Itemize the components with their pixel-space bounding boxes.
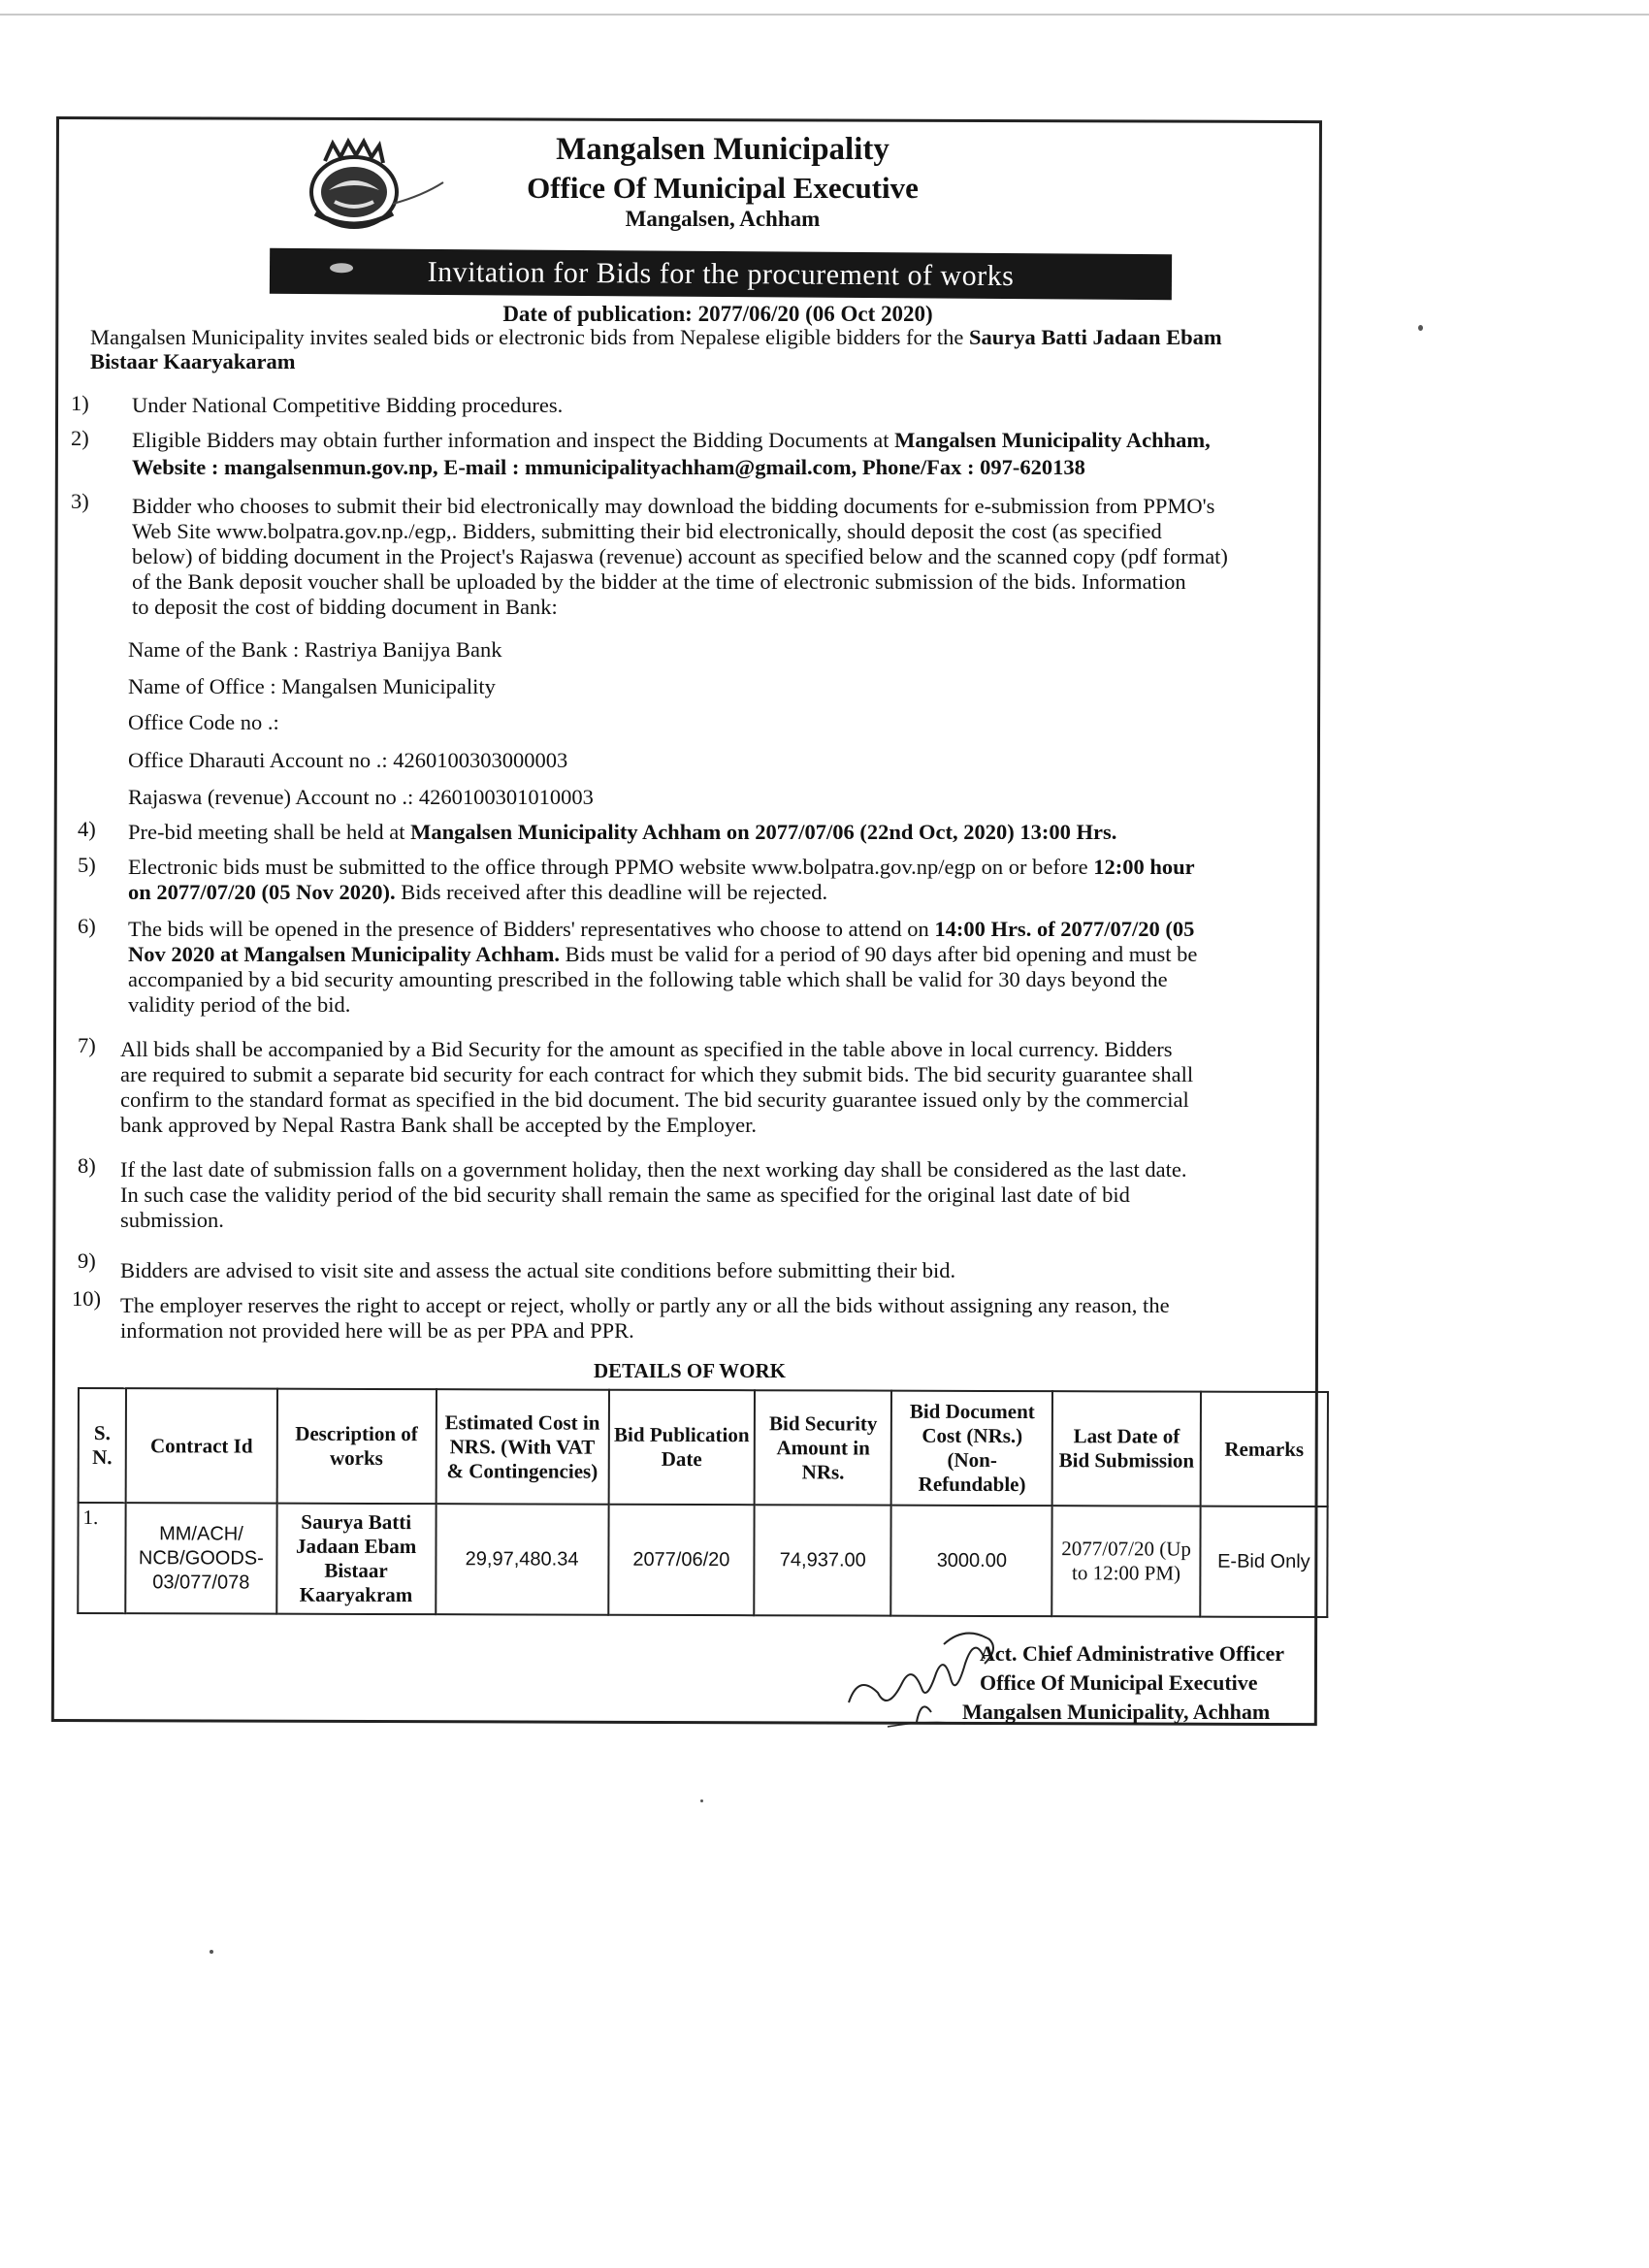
clause-number: 3) — [71, 489, 89, 513]
clause-text: validity period of the bid. — [128, 992, 351, 1017]
banner-mark-icon — [330, 263, 353, 273]
clause-text: of the Bank deposit voucher shall be uploaded by the bidder at the time of electronic submission of the bids. Information — [132, 569, 1186, 594]
title-banner — [270, 248, 1172, 300]
clause-2-text: Eligible Bidders may obtain further information and inspect the Bidding Documents at — [132, 428, 895, 452]
clause-number: 9) — [78, 1248, 96, 1273]
remarks-cell: E-Bid Only — [1200, 1507, 1327, 1617]
clause-text: In such case the validity period of the bid security shall remain the same as specified for the original last date of bid — [120, 1183, 1130, 1207]
scan-speck — [700, 1799, 703, 1802]
clause-number: 8) — [78, 1153, 96, 1178]
estimated-cost-cell: 29,97,480.34 — [436, 1504, 608, 1615]
project-name-cont: Bistaar Kaaryakaram — [90, 349, 296, 373]
signatory-title: Act. Chief Administrative Officer — [980, 1641, 1285, 1666]
clause-text: to deposit the cost of bidding document in Bank: — [132, 595, 558, 619]
clause-text: If the last date of submission falls on a government holiday, then the next working day shall be considered as the last date. — [120, 1157, 1187, 1182]
table-header-row — [79, 1388, 1328, 1507]
clause-number: 5) — [78, 853, 96, 877]
office-code: Office Code no .: — [128, 710, 279, 734]
scan-speck — [1418, 325, 1423, 331]
intro-line — [90, 326, 1222, 349]
clause-text — [128, 821, 1116, 844]
details-of-work-table — [77, 1387, 1329, 1618]
clause-text: Bidders are advised to visit site and assess the actual site conditions before submitting their bid. — [120, 1258, 956, 1282]
clause-number: 1) — [71, 391, 89, 415]
office-name-line: Name of Office : Mangalsen Municipality — [128, 674, 496, 698]
clause-text: below) of bidding document in the Project's Rajaswa (revenue) account as specified below and the scanned copy (pdf format) — [132, 544, 1228, 568]
clause-text: Bidder who chooses to submit their bid electronically may download the bidding documents for e-submission from PPMO's — [132, 494, 1215, 518]
signatory-office: Office Of Municipal Executive — [980, 1670, 1258, 1695]
column-header: Remarks — [1201, 1392, 1328, 1507]
office-location: Mangalsen, Achham — [625, 207, 821, 231]
clause-6-text: The bids will be opened in the presence of Bidders' representatives who choose to attend on — [128, 917, 935, 941]
column-header: Estimated Cost in NRS. (With VAT & Contingencies) — [436, 1389, 609, 1505]
clause-text: bank approved by Nepal Rastra Bank shall be accepted by the Employer. — [120, 1113, 758, 1137]
municipality-name: Mangalsen Municipality — [556, 132, 889, 167]
intro-text: Mangalsen Municipality invites sealed bids or electronic bids from Nepalese eligible bidders for the — [90, 325, 969, 349]
details-title: DETAILS OF WORK — [594, 1359, 786, 1382]
clause-text: are required to submit a separate bid security for each contract for which they submit bids. The bid security guarantee shall — [120, 1062, 1194, 1086]
last-date-cell: 2077/07/20 (Up to 12:00 PM) — [1052, 1506, 1201, 1616]
column-header: Bid Security Amount in NRs. — [755, 1390, 892, 1505]
clause-number: 6) — [78, 914, 96, 938]
clause-2-office: Mangalsen Municipality Achham, — [894, 428, 1211, 452]
clause-text — [128, 881, 827, 904]
clause-text: Under National Competitive Bidding procedures. — [132, 393, 564, 417]
clause-text — [132, 429, 1211, 452]
opening-place: Nov 2020 at Mangalsen Municipality Achham. — [128, 942, 561, 966]
clause-6-text-cont: Bids must be valid for a period of 90 days after bid opening and must be — [560, 942, 1198, 966]
description-cell: Saurya Batti Jadaan Ebam Bistaar Kaaryakram — [276, 1504, 436, 1615]
office-name: Office Of Municipal Executive — [527, 171, 919, 205]
clause-5-text: Electronic bids must be submitted to the office through PPMO website www.bolpatra.gov.np/egp on or before — [128, 855, 1094, 879]
clause-text: All bids shall be accompanied by a Bid Security for the amount as specified in the table above in local currency. Bidders — [120, 1037, 1173, 1061]
clause-text — [128, 918, 1194, 941]
clause-text: submission. — [120, 1208, 224, 1232]
clause-text: confirm to the standard format as specified in the bid document. The bid security guarantee issued only by the commercial — [120, 1087, 1189, 1112]
table-row — [78, 1503, 1327, 1617]
column-header: Description of works — [276, 1389, 436, 1505]
clause-number: 10) — [72, 1286, 101, 1311]
submission-date: on 2077/07/20 (05 Nov 2020). — [128, 880, 396, 904]
security-amount-cell: 74,937.00 — [754, 1505, 891, 1615]
rajaswa-account: Rajaswa (revenue) Account no .: 4260100301010003 — [128, 785, 594, 809]
clause-text: The employer reserves the right to accept or reject, wholly or partly any or all the bids without assigning any reason, the — [120, 1293, 1170, 1317]
serial-number-cell: 1. — [78, 1503, 125, 1613]
clause-text — [128, 856, 1195, 879]
contract-id-cell: MM/ACH/ NCB/GOODS-03/077/078 — [125, 1503, 276, 1613]
scan-speck — [210, 1950, 213, 1954]
column-header: Bid Document Cost (NRs.) (Non-Refundable) — [891, 1391, 1052, 1507]
column-header: Contract Id — [126, 1388, 277, 1503]
clause-text — [128, 943, 1197, 966]
contact-details: Website : mangalsenmun.gov.np, E-mail : mmunicipalityachham@gmail.com, Phone/Fax : 097-620138 — [132, 455, 1085, 479]
submission-deadline: 12:00 hour — [1093, 855, 1195, 879]
clause-5-text-cont: Bids received after this deadline will be rejected. — [395, 880, 828, 904]
banner-title: Invitation for Bids for the procurement of works — [427, 255, 1015, 292]
column-header: Last Date of Bid Submission — [1052, 1391, 1201, 1506]
prebid-meeting: Mangalsen Municipality Achham on 2077/07/06 (22nd Oct, 2020) 13:00 Hrs. — [410, 820, 1117, 844]
project-name: Saurya Batti Jadaan Ebam — [969, 325, 1222, 349]
scan-edge-line — [0, 14, 1649, 16]
bank-name: Name of the Bank : Rastriya Banijya Bank — [128, 637, 502, 662]
intro-line — [90, 350, 295, 373]
clause-text: information not provided here will be as per PPA and PPR. — [120, 1318, 634, 1343]
signatory-municipality: Mangalsen Municipality, Achham — [962, 1700, 1271, 1724]
publication-date: Date of publication: 2077/06/20 (06 Oct 2020) — [502, 302, 933, 326]
opening-time: 14:00 Hrs. of 2077/07/20 (05 — [934, 917, 1195, 941]
clause-text — [132, 456, 1085, 479]
column-header: Bid Publication Date — [608, 1390, 755, 1505]
clause-4-text: Pre-bid meeting shall be held at — [128, 820, 411, 844]
clause-number: 7) — [78, 1033, 96, 1057]
column-header: S. N. — [79, 1388, 127, 1503]
publication-date-cell: 2077/06/20 — [608, 1505, 755, 1615]
clause-number: 2) — [71, 426, 89, 450]
clause-number: 4) — [78, 817, 96, 841]
dharauti-account: Office Dharauti Account no .: 4260100303000003 — [128, 748, 568, 772]
document-cost-cell: 3000.00 — [891, 1506, 1052, 1617]
clause-text: accompanied by a bid security amounting prescribed in the following table which shall be valid for 30 days beyond the — [128, 967, 1168, 991]
clause-text: Web Site www.bolpatra.gov.np./egp,. Bidders, submitting their bid electronically, should deposit the cost (as specified — [132, 519, 1162, 543]
